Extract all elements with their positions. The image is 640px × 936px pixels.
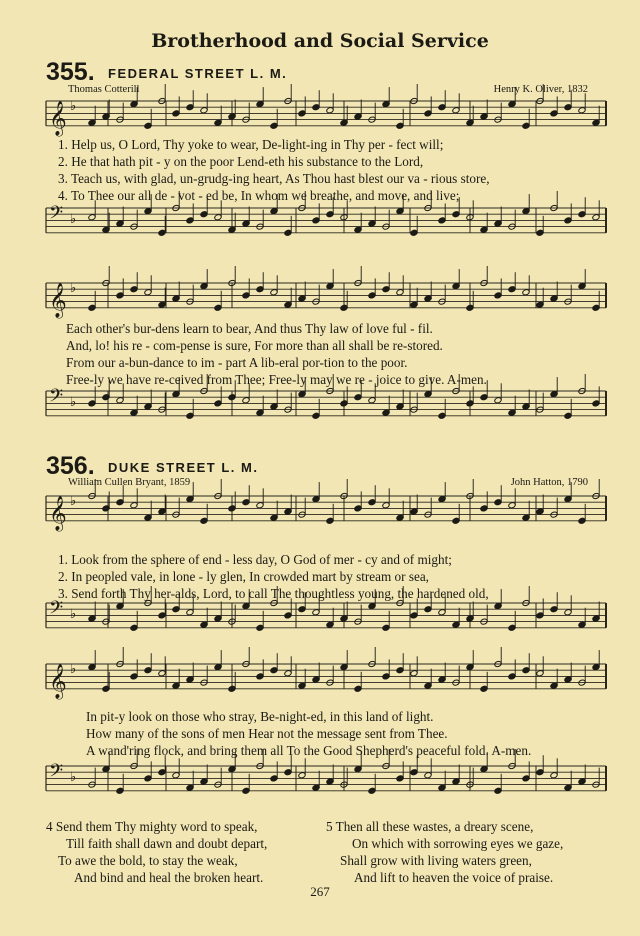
svg-text:♭: ♭ — [70, 662, 77, 677]
author-credit: Thomas Cotterill — [68, 84, 140, 95]
lyric-line: 1. Look from the sphere of end - less day, O God of mer - cy and of might; — [58, 552, 452, 567]
svg-text:𝄞: 𝄞 — [49, 282, 67, 318]
svg-text:♭: ♭ — [70, 395, 77, 410]
lyric-line: 2. In peopled vale, in lone - ly glen, In crowded mart by stream or sea, — [58, 569, 429, 584]
stanza-line: And bind and heal the broken heart. — [74, 870, 264, 885]
composer-credit: Henry K. Oliver, 1832 — [493, 84, 588, 95]
lyric-block — [58, 551, 489, 602]
stanza-line: Shall grow with living waters green, — [340, 853, 532, 868]
tune-name: FEDERAL STREET L. M. — [108, 66, 288, 81]
stanza-5 — [326, 818, 563, 886]
lyric-line: A wand'ring flock, and bring them all To the Good Shepherd's peaceful fold. A-men. — [86, 743, 532, 758]
lyric-line: 4. To Thee our all de - vot - ed be, In whom we breathe, and move, and live; — [58, 188, 460, 203]
page-number: 267 — [310, 884, 330, 899]
hymn-number: 356. — [46, 452, 95, 480]
stanza-line: And lift to heaven the voice of praise. — [354, 870, 554, 885]
author-credit: William Cullen Bryant, 1859 — [68, 477, 191, 488]
svg-text:𝄞: 𝄞 — [49, 663, 67, 699]
svg-text:♭: ♭ — [70, 281, 77, 296]
lyric-block — [86, 708, 531, 759]
stanza-line: 5 Then all these wastes, a dreary scene, — [326, 819, 534, 834]
tune-name: DUKE STREET L. M. — [108, 460, 259, 475]
lyric-line: Each other's bur-dens learn to bear, And thus Thy law of love ful - fil. — [66, 321, 433, 336]
svg-text:♭: ♭ — [70, 607, 77, 622]
lyric-line: 1. Help us, O Lord, Thy yoke to wear, De-light-ing in Thy per - fect will; — [58, 137, 444, 152]
lyric-line: And, lo! his re - com-pense is sure, For more than all shall be re-stored. — [66, 338, 443, 353]
svg-text:♭: ♭ — [70, 99, 77, 114]
lyric-line: Free-ly we have re-ceived from Thee; Free-ly may we re - joice to give. A-men. — [66, 372, 487, 387]
lyric-line: In pit-y look on those who stray, Be-night-ed, in this land of light. — [86, 709, 434, 724]
stanza-line: Till faith shall dawn and doubt depart, — [66, 836, 268, 851]
hymn-number: 355. — [46, 58, 95, 86]
section-title: Brotherhood and Social Service — [151, 30, 489, 52]
stanza-line: 4 Send them Thy mighty word to speak, — [46, 819, 258, 834]
stanza-line: To awe the bold, to stay the weak, — [58, 853, 238, 868]
svg-text:𝄞: 𝄞 — [49, 495, 67, 531]
svg-text:♭: ♭ — [70, 770, 77, 785]
svg-text:𝄢: 𝄢 — [49, 761, 64, 786]
svg-text:𝄢: 𝄢 — [49, 598, 64, 623]
composer-credit: John Hatton, 1790 — [510, 477, 588, 488]
lyric-line: From our a-bun-dance to im - part A lib-eral por-tion to the poor. — [66, 355, 408, 370]
lyric-line: 3. Send forth Thy her-alds, Lord, to call The thoughtless young, the hardened old, — [58, 586, 489, 601]
svg-text:♭: ♭ — [70, 212, 77, 227]
svg-text:♭: ♭ — [70, 494, 77, 509]
stanza-line: On which with sorrowing eyes we gaze, — [352, 836, 564, 851]
stanza-4 — [46, 818, 267, 886]
lyric-line: How many of the sons of men Hear not the message sent from Thee. — [86, 726, 448, 741]
svg-text:𝄢: 𝄢 — [49, 386, 64, 411]
lyric-line: 2. He that hath pit - y on the poor Lend-eth his substance to the Lord, — [58, 154, 424, 169]
svg-text:𝄢: 𝄢 — [49, 203, 64, 228]
lyric-line: 3. Teach us, with glad, un-grudg-ing heart, As Thou hast blest our va - rious store, — [58, 171, 490, 186]
svg-text:𝄞: 𝄞 — [49, 100, 67, 136]
